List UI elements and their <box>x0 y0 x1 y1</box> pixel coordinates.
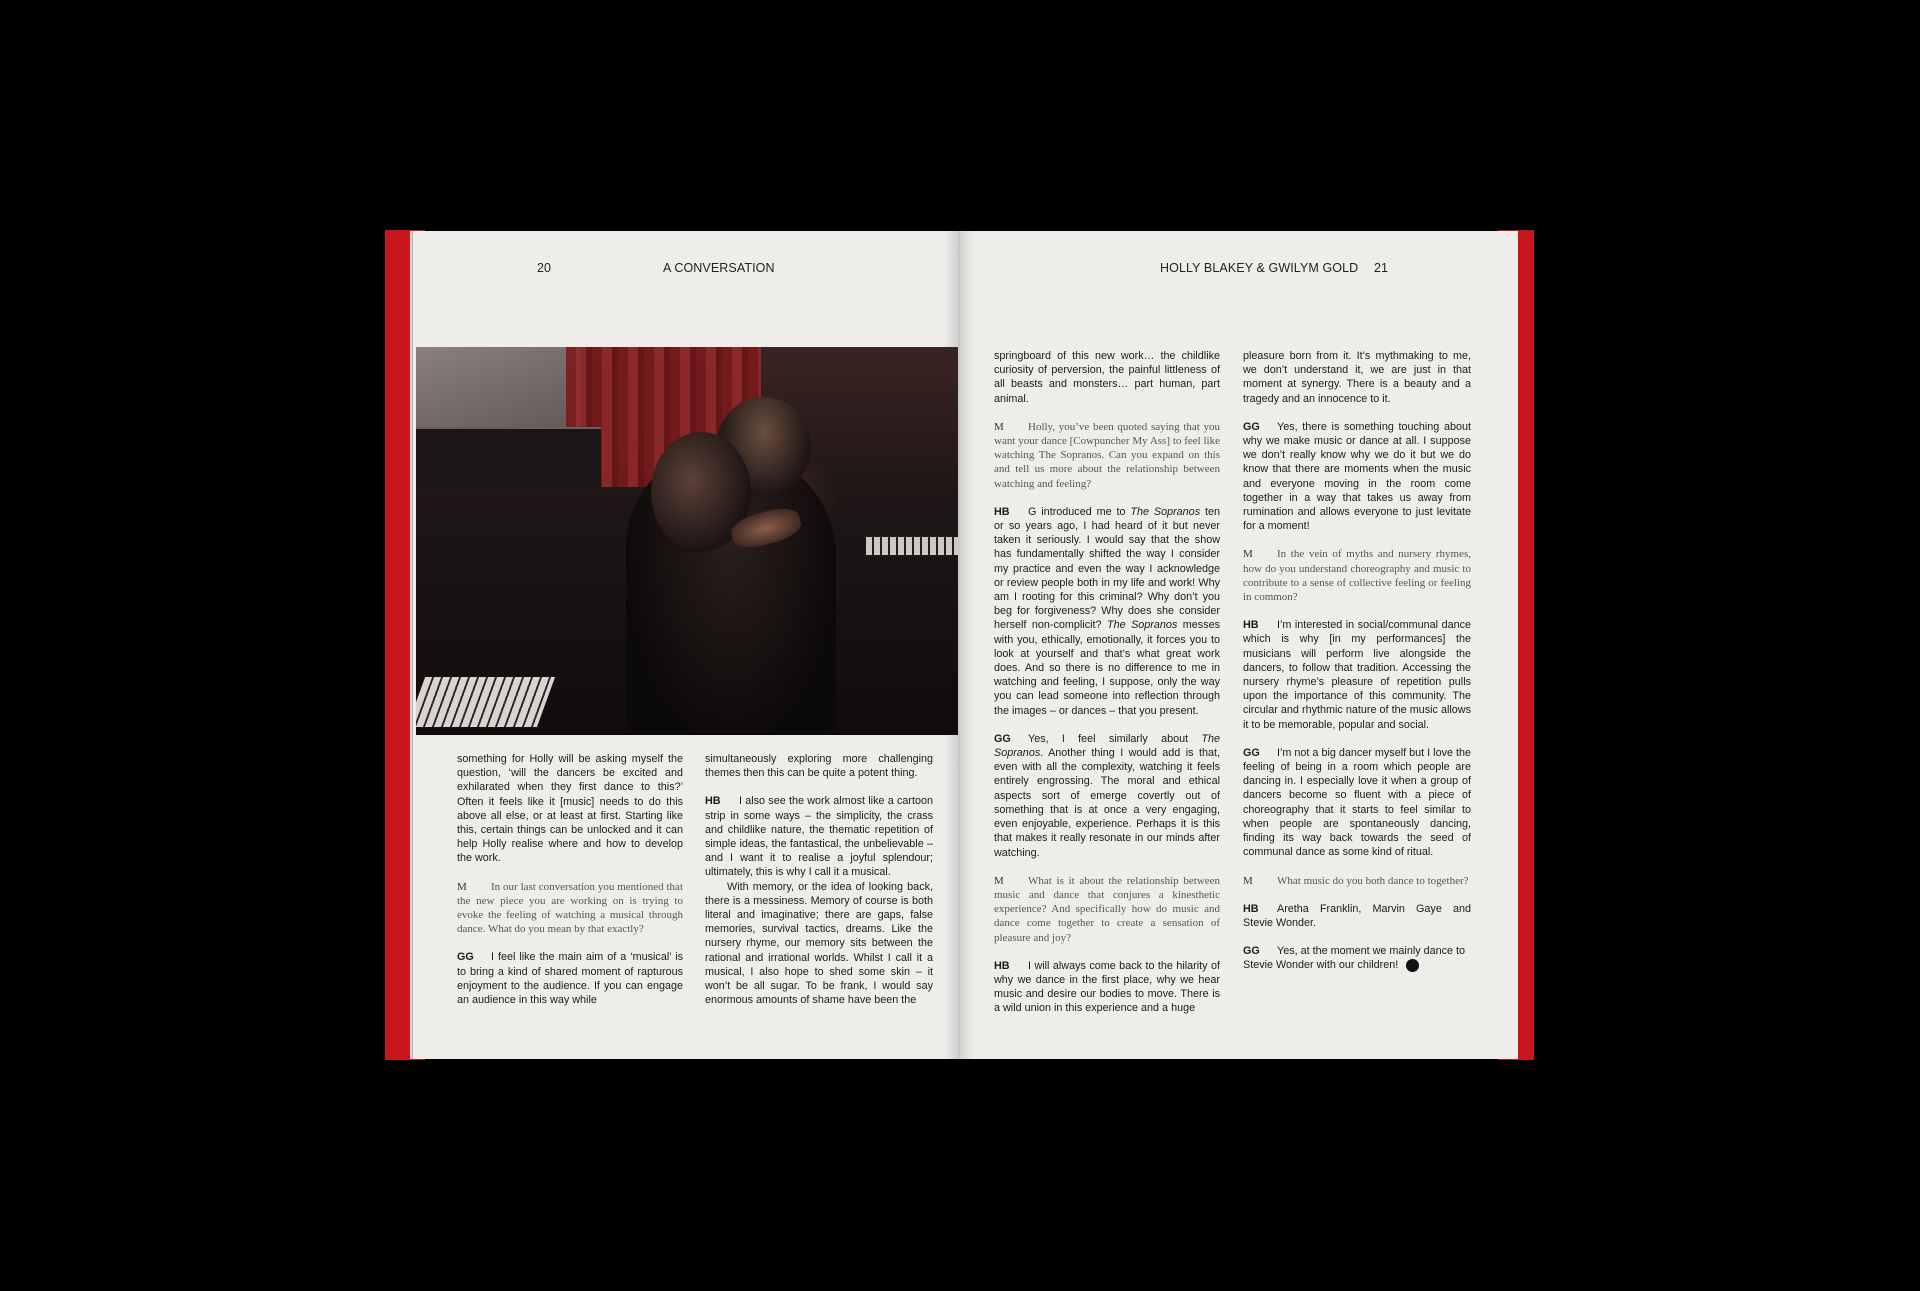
left-col1 <box>457 752 683 1007</box>
right-col2 <box>1243 349 1471 973</box>
question: M What is it about the relationship between music and dance that conjures a kinesthetic experience? And specifically how do music and dance come together to create a sensation of pleasure and joy? <box>994 874 1220 944</box>
answer: HB G introduced me to The Sopranos ten or so years ago, I had heard of it but never taken it seriously. I would say that the show has fundamentally shifted the way I consider my practice and even the way I acknowledge or review people both in my life and work! Why am I rooting for this criminal? Why don’t you beg for forgiveness? Why does she consider herself non-complicit? The Sopranos messes with you, ethically, emotionally, it forces you to look at yourself and that’s what great work does. And so there is no difference to me in watching and feeling, I suppose, only the way you can lead someone into reflection through the images – or dances – that you present. <box>994 505 1220 717</box>
speaker-label: GG <box>994 732 1011 745</box>
answer: HB I’m interested in social/communal dance which is why [in my performances] the musicians will perform live alongside the dancers, to follow that tradition. Accessing the nursery rhyme’s pleasure of repetition pulls upon the importance of this community. The circular and rhythmic nature of the music allows it to be memorable, popular and social. <box>1243 619 1471 731</box>
speaker-label: GG <box>457 951 474 964</box>
speaker-label: M <box>994 420 1004 433</box>
speaker-label: HB <box>994 959 1010 972</box>
question: M What music do you both dance to together? <box>1243 874 1469 887</box>
right-col1 <box>994 349 1220 1016</box>
speaker-label: GG <box>1243 420 1260 433</box>
speaker-label: HB <box>1243 619 1259 632</box>
answer: GG Yes, there is something touching about why we make music or dance at all. I suppose we don’t really know why we do it but we do know that there are moments when the music and everyone moving in the room come together in a way that takes us away from rumination and allows everyone to just levitate for a moment! <box>1243 420 1471 533</box>
speaker-label: GG <box>1243 945 1260 958</box>
page-edge <box>412 231 413 1059</box>
speaker-label: GG <box>1243 746 1260 759</box>
paragraph: springboard of this new work… the childlike curiosity of perversion, the painful littleness of all beasts and monsters… part human, part animal. <box>994 350 1220 405</box>
paragraph: pleasure born from it. It’s mythmaking to me, we don’t understand it, we are just in that moment at synergy. There is a beauty and a tragedy and an innocence to it. <box>1243 350 1471 405</box>
speaker-label: M <box>1243 874 1253 887</box>
speaker-label: M <box>457 880 467 893</box>
question: M In the vein of myths and nursery rhymes, how do you understand choreography and music to contribute to a sense of collective feeling or feeling in common? <box>1243 548 1471 604</box>
paragraph: With memory, or the idea of looking back, there is a messiness. Memory of course is both literal and imaginative; there are gaps, false memories, survival tactics, dreams. Like the nursery rhyme, our memory sits between the rational and irrational worlds. Whilst I call it a musical, I also hope to shed some skin – it won’t be all sugar. To be frank, I would say enormous amounts of shame have been the <box>705 880 933 1007</box>
paragraph: something for Holly will be asking myself the question, ‘will the dancers be excited and exhilarated when they first dance to this?’ Often it feels like it [music] needs to do this above all else, or at least at first. Starting like this, certain things can be unlocked and it can help Holly realise where and how to develop the work. <box>457 753 683 865</box>
speaker-label: HB <box>994 505 1010 518</box>
answer: GG Yes, I feel similarly about The Sopranos. Another thing I would add is that, even with all the complexity, watching it feels entirely engrossing. The moral and ethical aspects sort of emerge covertly out of something that is at once a very engaging, even enjoyable, experience. Perhaps it is this that makes it really resonate in our minds after watching. <box>994 732 1220 859</box>
photo-embrace-at-piano <box>416 347 958 735</box>
answer: HB I will always come back to the hilarity of why we dance in the first place, why we hear music and desire our bodies to move. There is a wild union in this experience and a huge <box>994 959 1220 1015</box>
right-running-head: HOLLY BLAKEY & GWILYM GOLD <box>1160 261 1359 275</box>
answer: HB I also see the work almost like a cartoon strip in some ways – the simplicity, the crass and childlike nature, the thematic repetition of simple ideas, the fantastical, the unbelievable – and I want it to realise a joyful splendour; ultimately, this is why I call it a musical. <box>705 795 933 879</box>
question: M Holly, you’ve been quoted saying that you want your dance [Cowpuncher My Ass] to feel like watching The Sopranos. Can you expand on this and tell us more about the relationship between watching and feeling? <box>994 420 1220 490</box>
speaker-label: M <box>1243 548 1253 561</box>
speaker-label: M <box>994 874 1004 887</box>
right-page-number: 21 <box>1374 261 1389 275</box>
answer: GG I’m not a big dancer myself but I love the feeling of being in a room which people are dancing in. I especially love it when a group of dancers become so fluent with a piece of choreography that it starts to feel similar to when people are spontaneously dancing, finding its way back towards the seed of communal dance as some kind of ritual. <box>1243 746 1471 859</box>
left-page-number: 20 <box>537 261 552 275</box>
speaker-label: HB <box>1243 902 1259 915</box>
paragraph: simultaneously exploring more challenging themes then this can be quite a potent thing. <box>705 753 933 780</box>
question: M In our last conversation you mentioned that the new piece you are working on is trying to evoke the feeling of watching a musical through dance. What do you mean by that exactly? <box>457 880 683 936</box>
speaker-label: HB <box>705 795 721 808</box>
left-running-head: A CONVERSATION <box>663 261 775 275</box>
answer: GG I feel like the main aim of a ‘musical’ is to bring a kind of shared moment of rapturous enjoyment to the audience. If you can engage an audience in this way while <box>457 951 683 1007</box>
answer: HB Aretha Franklin, Marvin Gaye and Stevie Wonder. <box>1243 902 1471 929</box>
answer: GG Yes, at the moment we mainly dance to Stevie Wonder with our children! <box>1243 945 1466 972</box>
left-col2 <box>705 752 933 1007</box>
end-mark-dot-icon <box>1406 959 1419 972</box>
